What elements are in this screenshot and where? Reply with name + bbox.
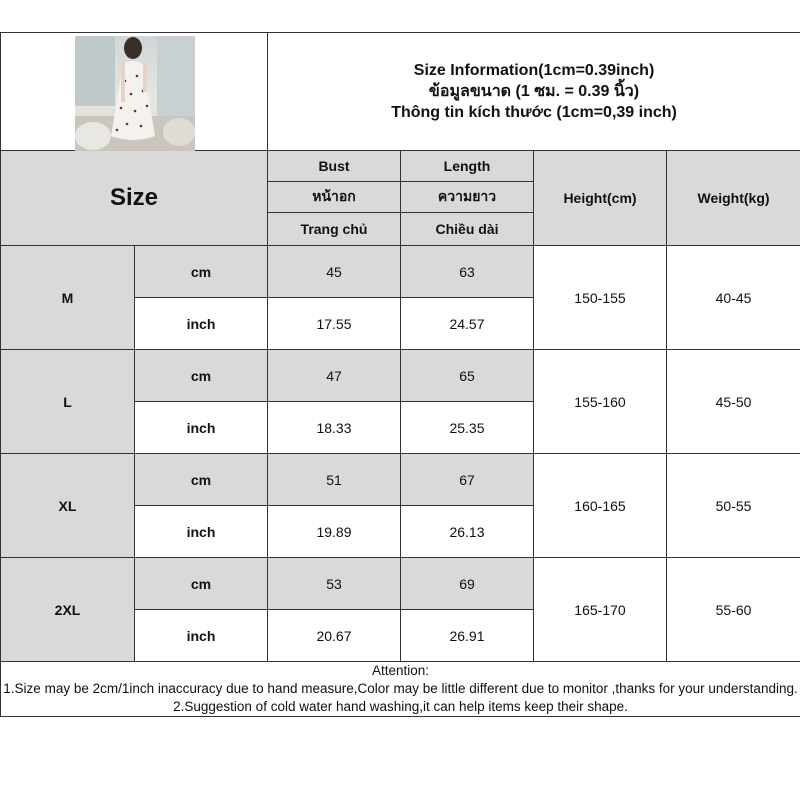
length-header-th: ความยาว bbox=[401, 182, 534, 213]
height-value: 155-160 bbox=[534, 350, 667, 454]
bust-cm-value: 51 bbox=[268, 454, 401, 506]
length-cm-value: 67 bbox=[401, 454, 534, 506]
unit-inch: inch bbox=[135, 402, 268, 454]
weight-header: Weight(kg) bbox=[667, 151, 800, 246]
length-inch-value: 24.57 bbox=[401, 298, 534, 350]
weight-value: 40-45 bbox=[667, 246, 800, 350]
length-inch-value: 26.91 bbox=[401, 610, 534, 662]
length-header-en: Length bbox=[401, 151, 534, 182]
bust-cm-value: 45 bbox=[268, 246, 401, 298]
attention-note-2: 2.Suggestion of cold water hand washing,it can help items keep their shape. bbox=[173, 699, 628, 714]
bust-header-en: Bust bbox=[268, 151, 401, 182]
title-thai: ข้อมูลขนาด (1 ซม. = 0.39 นิ้ว) bbox=[428, 83, 640, 100]
title-vietnamese: Thông tin kích thước (1cm=0,39 inch) bbox=[391, 104, 677, 121]
bust-header-vi: Trang chủ bbox=[268, 213, 401, 246]
size-label-2xl: 2XL bbox=[1, 558, 135, 662]
length-inch-value: 25.35 bbox=[401, 402, 534, 454]
bust-inch-value: 18.33 bbox=[268, 402, 401, 454]
bust-inch-value: 19.89 bbox=[268, 506, 401, 558]
weight-value: 55-60 bbox=[667, 558, 800, 662]
length-cm-value: 69 bbox=[401, 558, 534, 610]
unit-cm: cm bbox=[135, 246, 268, 298]
title-english: Size Information(1cm=0.39inch) bbox=[413, 62, 655, 79]
bust-cm-value: 47 bbox=[268, 350, 401, 402]
product-photo bbox=[75, 36, 195, 151]
size-information-title bbox=[268, 33, 800, 151]
height-value: 160-165 bbox=[534, 454, 667, 558]
unit-inch: inch bbox=[135, 610, 268, 662]
length-inch-value: 26.13 bbox=[401, 506, 534, 558]
unit-cm: cm bbox=[135, 558, 268, 610]
bust-header-th: หน้าอก bbox=[268, 182, 401, 213]
size-column-header: Size bbox=[1, 151, 268, 246]
weight-value: 50-55 bbox=[667, 454, 800, 558]
weight-value: 45-50 bbox=[667, 350, 800, 454]
bust-cm-value: 53 bbox=[268, 558, 401, 610]
bust-inch-value: 20.67 bbox=[268, 610, 401, 662]
attention-notes bbox=[1, 662, 800, 717]
product-photo-cell bbox=[1, 33, 268, 151]
attention-title: Attention: bbox=[372, 663, 430, 678]
unit-inch: inch bbox=[135, 506, 268, 558]
height-value: 165-170 bbox=[534, 558, 667, 662]
length-header-vi: Chiều dài bbox=[401, 213, 534, 246]
size-chart-table bbox=[0, 32, 800, 717]
length-cm-value: 65 bbox=[401, 350, 534, 402]
unit-cm: cm bbox=[135, 350, 268, 402]
height-value: 150-155 bbox=[534, 246, 667, 350]
size-label-xl: XL bbox=[1, 454, 135, 558]
height-header: Height(cm) bbox=[534, 151, 667, 246]
size-label-m: M bbox=[1, 246, 135, 350]
length-cm-value: 63 bbox=[401, 246, 534, 298]
bust-inch-value: 17.55 bbox=[268, 298, 401, 350]
unit-inch: inch bbox=[135, 298, 268, 350]
unit-cm: cm bbox=[135, 454, 268, 506]
attention-note-1: 1.Size may be 2cm/1inch inaccuracy due to hand measure,Color may be little different due to monitor ,thanks for your understanding. bbox=[3, 681, 798, 696]
size-label-l: L bbox=[1, 350, 135, 454]
